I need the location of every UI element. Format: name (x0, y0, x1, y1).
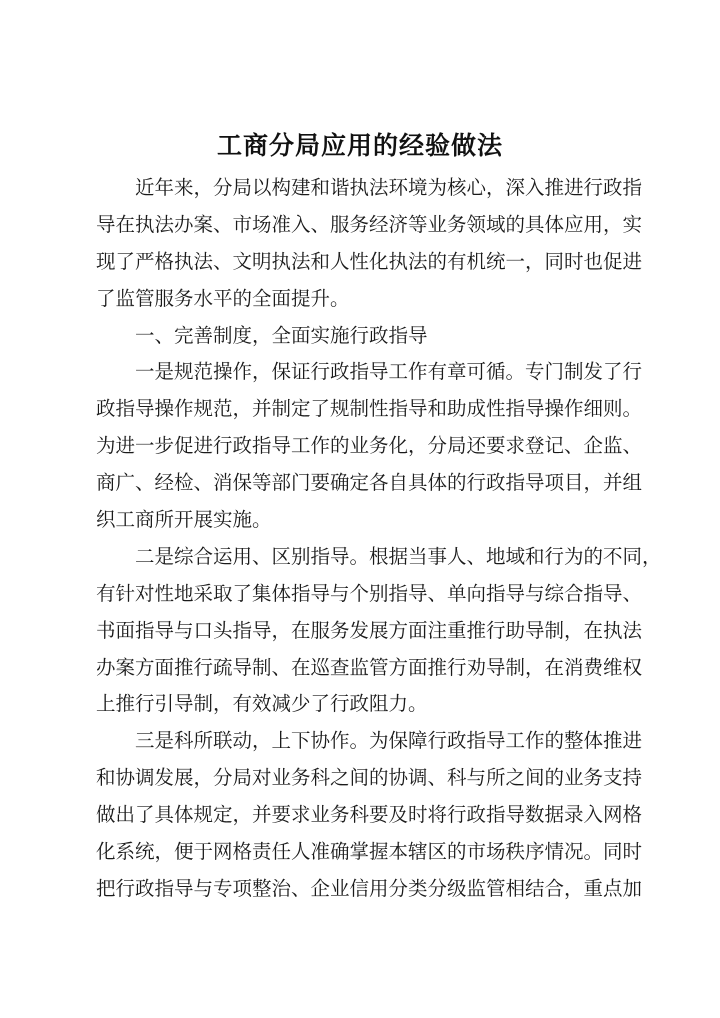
text-line: 二是综合运用、区别指导。根据当事人、地域和行为的不同， (135, 544, 662, 568)
text-line: 一是规范操作，保证行政指导工作有章可循。专门制发了行 (135, 360, 643, 384)
document-body (96, 170, 662, 908)
text-line: 化系统，便于网格责任人准确掌握本辖区的市场秩序情况。同时 (96, 840, 643, 864)
text-line: 现了严格执法、文明执法和人性化执法的有机统一，同时也促进 (96, 249, 643, 273)
text-line: 上推行引导制，有效减少了行政阻力。 (96, 692, 428, 716)
text-line: 近年来，分局以构建和谐执法环境为核心，深入推进行政指 (135, 176, 643, 199)
text-line: 商广、经检、消保等部门要确定各自具体的行政指导项目，并组 (96, 471, 643, 495)
text-line: 有针对性地采取了集体指导与个别指导、单向指导与综合指导、 (96, 581, 643, 605)
text-line: 三是科所联动，上下协作。为保障行政指导工作的整体推进 (135, 729, 643, 753)
document-title: 工商分局应用的经验做法 (216, 131, 503, 160)
text-line: 了监管服务水平的全面提升。 (96, 286, 350, 310)
text-line: 织工商所开展实施。 (96, 508, 272, 532)
text-line: 把行政指导与专项整治、企业信用分类分级监管相结合，重点加 (96, 876, 643, 900)
text-line: 书面指导与口头指导，在服务发展方面注重推行助导制，在执法 (96, 618, 643, 642)
text-line: 和协调发展，分局对业务科之间的协调、科与所之间的业务支持 (96, 766, 643, 790)
text-line: 一、完善制度，全面实施行政指导 (135, 323, 428, 347)
text-line: 政指导操作规范，并制定了规制性指导和助成性指导操作细则。 (96, 397, 643, 421)
text-line: 导在执法办案、市场准入、服务经济等业务领域的具体应用，实 (96, 212, 643, 236)
text-line: 做出了具体规定，并要求业务科要及时将行政指导数据录入网格 (96, 803, 643, 827)
text-line: 为进一步促进行政指导工作的业务化，分局还要求登记、企监、 (96, 434, 643, 458)
text-line: 办案方面推行疏导制、在巡查监管方面推行劝导制，在消费维权 (96, 655, 643, 679)
